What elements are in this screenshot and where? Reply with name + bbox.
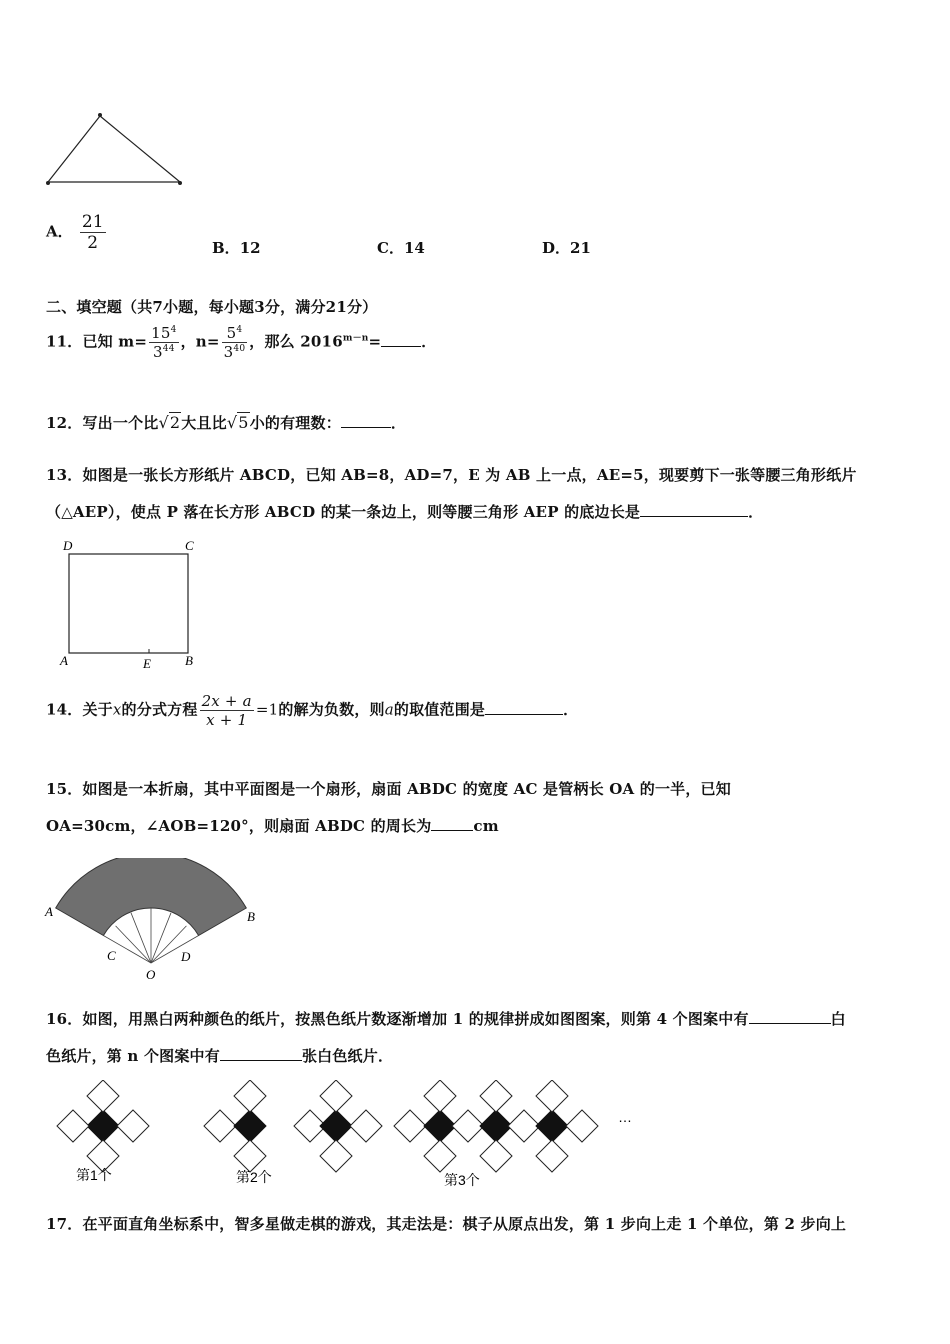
fan-label-o: O bbox=[146, 967, 156, 982]
option-a: A． $\frac{21}{2}$ bbox=[46, 212, 104, 253]
label-c: C bbox=[185, 538, 194, 553]
fan-figure bbox=[43, 858, 268, 986]
section-heading: 二、填空题（共7小题，每小题3分，满分21分） bbox=[46, 298, 378, 316]
caption-3: 第3个 bbox=[444, 1172, 480, 1188]
option-b: B．12 bbox=[212, 239, 261, 257]
label-a: A bbox=[60, 653, 68, 668]
pattern-1 bbox=[57, 1080, 149, 1172]
fan-label-a: A bbox=[45, 904, 53, 919]
question-12: 12．写出一个比√2大且比√5小的有理数： ． bbox=[46, 413, 407, 432]
question-11: 11．已知 m= $\frac{15^4}{3^{44}}$ ，n= $\frac{5^4}{3^{40}}$ ，那么 $2016^{m-n}=$ ． bbox=[46, 324, 437, 361]
question-15-line2: OA=30cm，∠AOB=120°，则扇面 ABDC 的周长为 cm bbox=[46, 817, 499, 835]
answer-blank-11[interactable] bbox=[381, 334, 421, 347]
label-d: D bbox=[63, 538, 73, 553]
triangle-figure bbox=[40, 108, 190, 190]
answer-blank-13[interactable] bbox=[640, 504, 748, 517]
question-15-line1: 15．如图是一本折扇，其中平面图是一个扇形，扇面 ABDC 的宽度 AC 是管柄长 OA 的一半，已知 bbox=[46, 780, 731, 798]
option-a-numerator: 21 bbox=[81, 212, 104, 232]
diamond-patterns bbox=[40, 1080, 640, 1192]
pattern-3 bbox=[394, 1080, 598, 1172]
ellipsis: … bbox=[618, 1109, 632, 1125]
answer-blank-16a[interactable] bbox=[749, 1011, 831, 1024]
question-13-line2: （△AEP），使点 P 落在长方形 ABCD 的某一条边上，则等腰三角形 AEP 的底边长是 ． bbox=[46, 503, 764, 521]
caption-1: 第1个 bbox=[76, 1167, 112, 1183]
answer-blank-16b[interactable] bbox=[220, 1048, 302, 1061]
question-14: 14．关于x的分式方程 $\frac{2x + a}{x + 1}$ =1的解为负数，则a的取值范围是 ． bbox=[46, 692, 579, 729]
question-16-line1: 16．如图，用黑白两种颜色的纸片，按黑色纸片数逐渐增加 1 的规律拼成如图图案，则第 4 个图案中有 白 bbox=[46, 1010, 846, 1028]
question-17-line1: 17．在平面直角坐标系中，智多星做走棋的游戏，其走法是：棋子从原点出发，第 1 步向上走 1 个单位，第 2 步向上 bbox=[46, 1215, 847, 1233]
option-a-denominator: 2 bbox=[80, 232, 106, 253]
answer-blank-15[interactable] bbox=[431, 818, 473, 831]
answer-blank-12[interactable] bbox=[341, 415, 391, 428]
fan-label-b: B bbox=[247, 909, 255, 924]
fan-label-c: C bbox=[107, 948, 116, 963]
caption-2: 第2个 bbox=[236, 1169, 272, 1185]
label-b: B bbox=[185, 653, 193, 668]
answer-blank-14[interactable] bbox=[485, 702, 563, 715]
option-d: D．21 bbox=[542, 239, 591, 257]
label-e: E bbox=[143, 656, 151, 671]
question-16-line2: 色纸片，第 n 个图案中有 张白色纸片． bbox=[46, 1047, 394, 1065]
question-13-line1: 13．如图是一张长方形纸片 ABCD，已知 AB=8，AD=7，E 为 AB 上一点，AE=5，现要剪下一张等腰三角形纸片 bbox=[46, 466, 857, 484]
option-c: C．14 bbox=[377, 239, 425, 257]
fan-label-d: D bbox=[181, 949, 191, 964]
pattern-2 bbox=[204, 1080, 382, 1172]
rectangle-figure bbox=[55, 535, 205, 675]
